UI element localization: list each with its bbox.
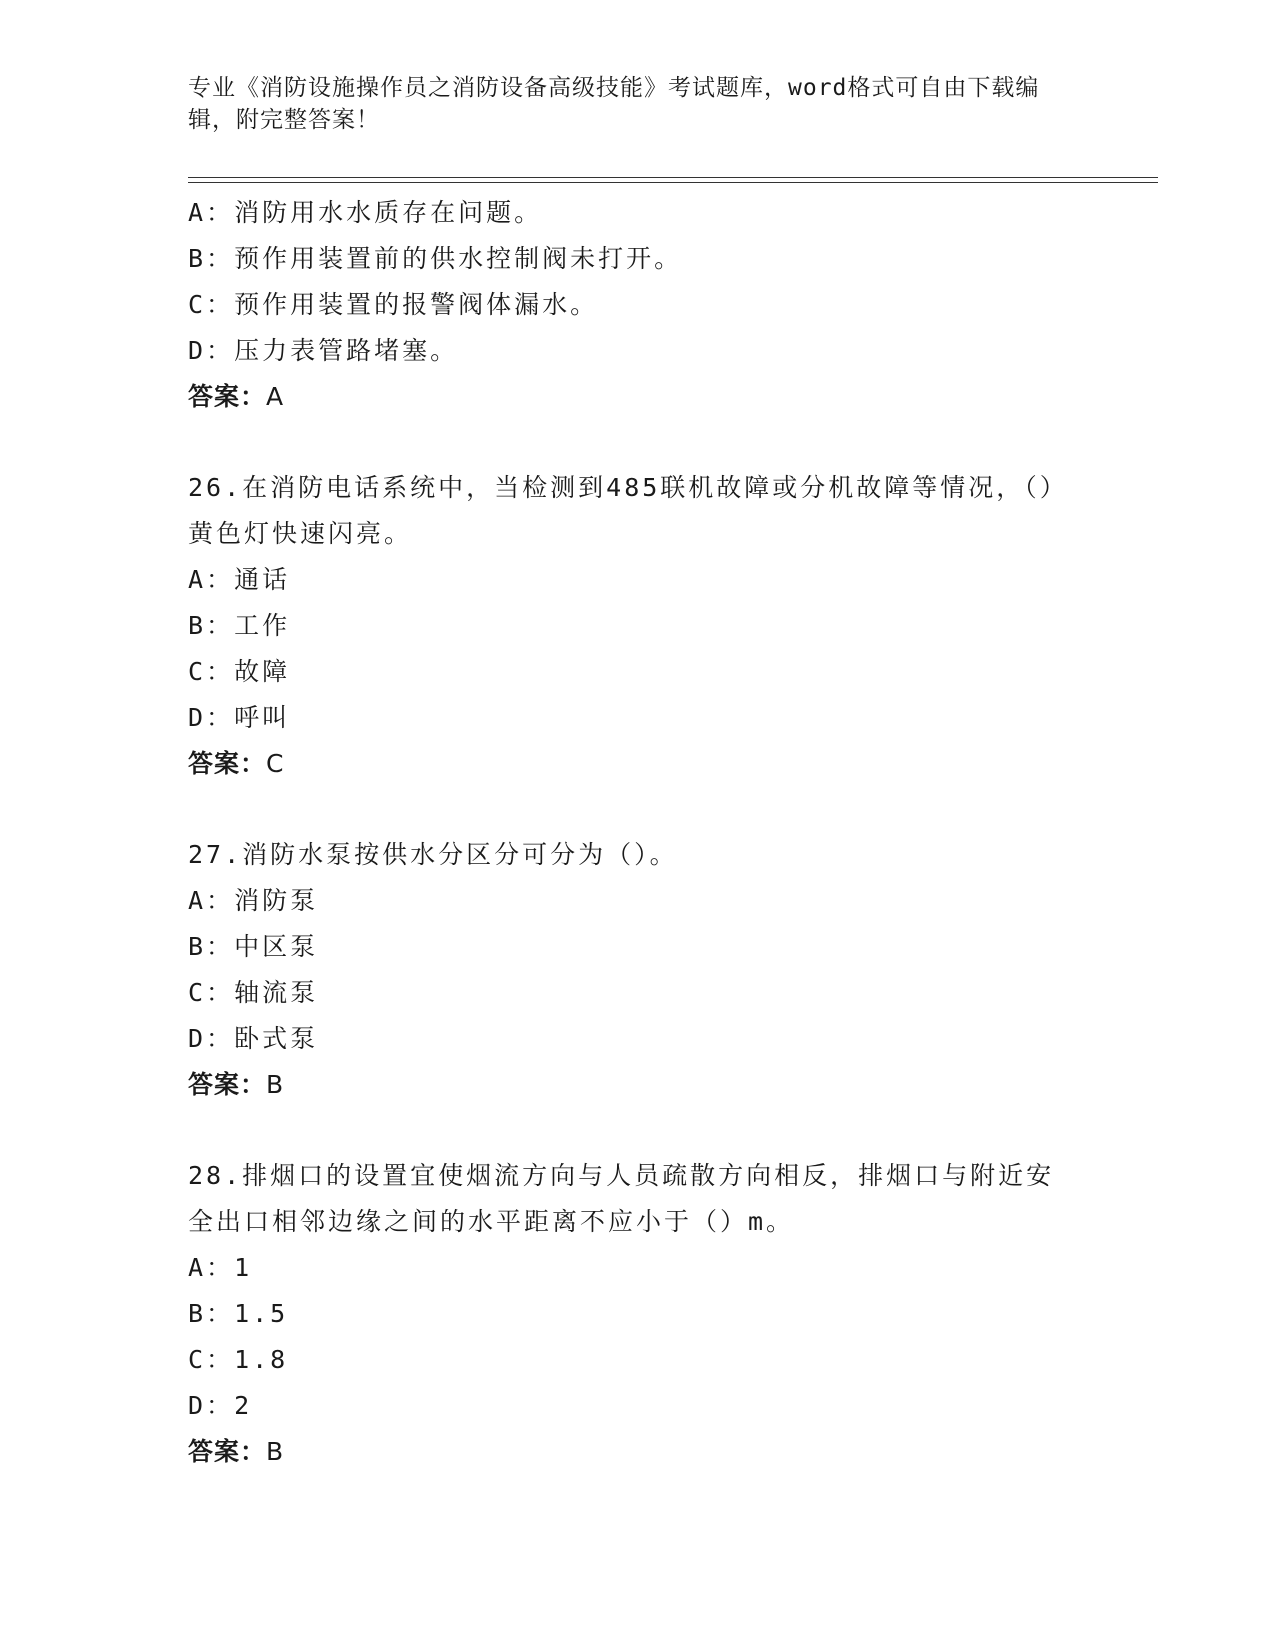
spacer [188, 420, 1088, 465]
option-label: D： [188, 703, 235, 732]
option-label: C： [188, 978, 235, 1007]
answer-line [188, 741, 1088, 787]
option-text: 卧式泵 [234, 1024, 319, 1053]
option-label: B： [188, 1299, 235, 1328]
option-label: C： [188, 290, 235, 319]
option-a [188, 557, 1088, 603]
option-c [188, 970, 1088, 1016]
answer-line [188, 1429, 1088, 1475]
option-b [188, 236, 1088, 282]
question-28 [188, 1153, 1088, 1475]
option-a [188, 1245, 1088, 1291]
option-text: 中区泵 [234, 932, 319, 961]
option-text: 2 [234, 1391, 253, 1420]
option-d [188, 328, 1088, 374]
option-text: 预作用装置前的供水控制阀未打开。 [234, 244, 683, 273]
option-label: C： [188, 657, 235, 686]
option-label: A： [188, 886, 235, 915]
spacer [188, 1108, 1088, 1153]
spacer [188, 787, 1088, 832]
question-content [188, 190, 1088, 1475]
answer-value: B [266, 1437, 285, 1466]
option-label: B： [188, 244, 235, 273]
option-label: B： [188, 611, 235, 640]
option-text: 工作 [234, 611, 291, 640]
option-b [188, 603, 1088, 649]
option-text: 1.5 [234, 1299, 289, 1328]
option-text: 轴流泵 [234, 978, 319, 1007]
answer-label: 答案： [188, 1437, 267, 1466]
answer-value: B [266, 1070, 285, 1099]
option-text: 预作用装置的报警阀体漏水。 [234, 290, 599, 319]
question-text: 28.排烟口的设置宜使烟流方向与人员疏散方向相反，排烟口与附近安全出口相邻边缘之间的水平距离不应小于（）m。 [188, 1161, 1055, 1236]
partial-question [188, 190, 1088, 420]
answer-label: 答案： [188, 749, 267, 778]
answer-label: 答案： [188, 1070, 267, 1099]
option-b [188, 924, 1088, 970]
option-text: 压力表管路堵塞。 [234, 336, 459, 365]
option-label: A： [188, 565, 235, 594]
option-a [188, 190, 1088, 236]
option-label: B： [188, 932, 235, 961]
document-header: 专业《消防设施操作员之消防设备高级技能》考试题库，word格式可自由下载编辑，附完整答案！ [188, 75, 1040, 133]
answer-value: A [266, 382, 285, 411]
option-c [188, 1337, 1088, 1383]
question-text: 27.消防水泵按供水分区分可分为（）。 [188, 840, 678, 869]
option-text: 消防泵 [234, 886, 319, 915]
option-c [188, 282, 1088, 328]
option-c [188, 649, 1088, 695]
question-27 [188, 832, 1088, 1108]
option-label: C： [188, 1345, 235, 1374]
question-text: 26.在消防电话系统中，当检测到485联机故障或分机故障等情况，（）黄色灯快速闪亮。 [188, 473, 1068, 548]
answer-line [188, 374, 1088, 420]
option-label: A： [188, 198, 235, 227]
option-text: 故障 [234, 657, 291, 686]
option-d [188, 1016, 1088, 1062]
option-d [188, 695, 1088, 741]
question-26 [188, 465, 1088, 787]
option-label: A： [188, 1253, 235, 1282]
option-text: 1.8 [234, 1345, 289, 1374]
header-divider-bottom [188, 182, 1158, 183]
option-text: 呼叫 [234, 703, 291, 732]
option-text: 通话 [234, 565, 291, 594]
header-divider-top [188, 177, 1158, 178]
answer-value: C [266, 749, 285, 778]
answer-line [188, 1062, 1088, 1108]
option-a [188, 878, 1088, 924]
answer-label: 答案： [188, 382, 267, 411]
option-text: 消防用水水质存在问题。 [234, 198, 543, 227]
option-d [188, 1383, 1088, 1429]
option-label: D： [188, 1391, 235, 1420]
option-label: D： [188, 336, 235, 365]
option-b [188, 1291, 1088, 1337]
option-text: 1 [234, 1253, 253, 1282]
option-label: D： [188, 1024, 235, 1053]
